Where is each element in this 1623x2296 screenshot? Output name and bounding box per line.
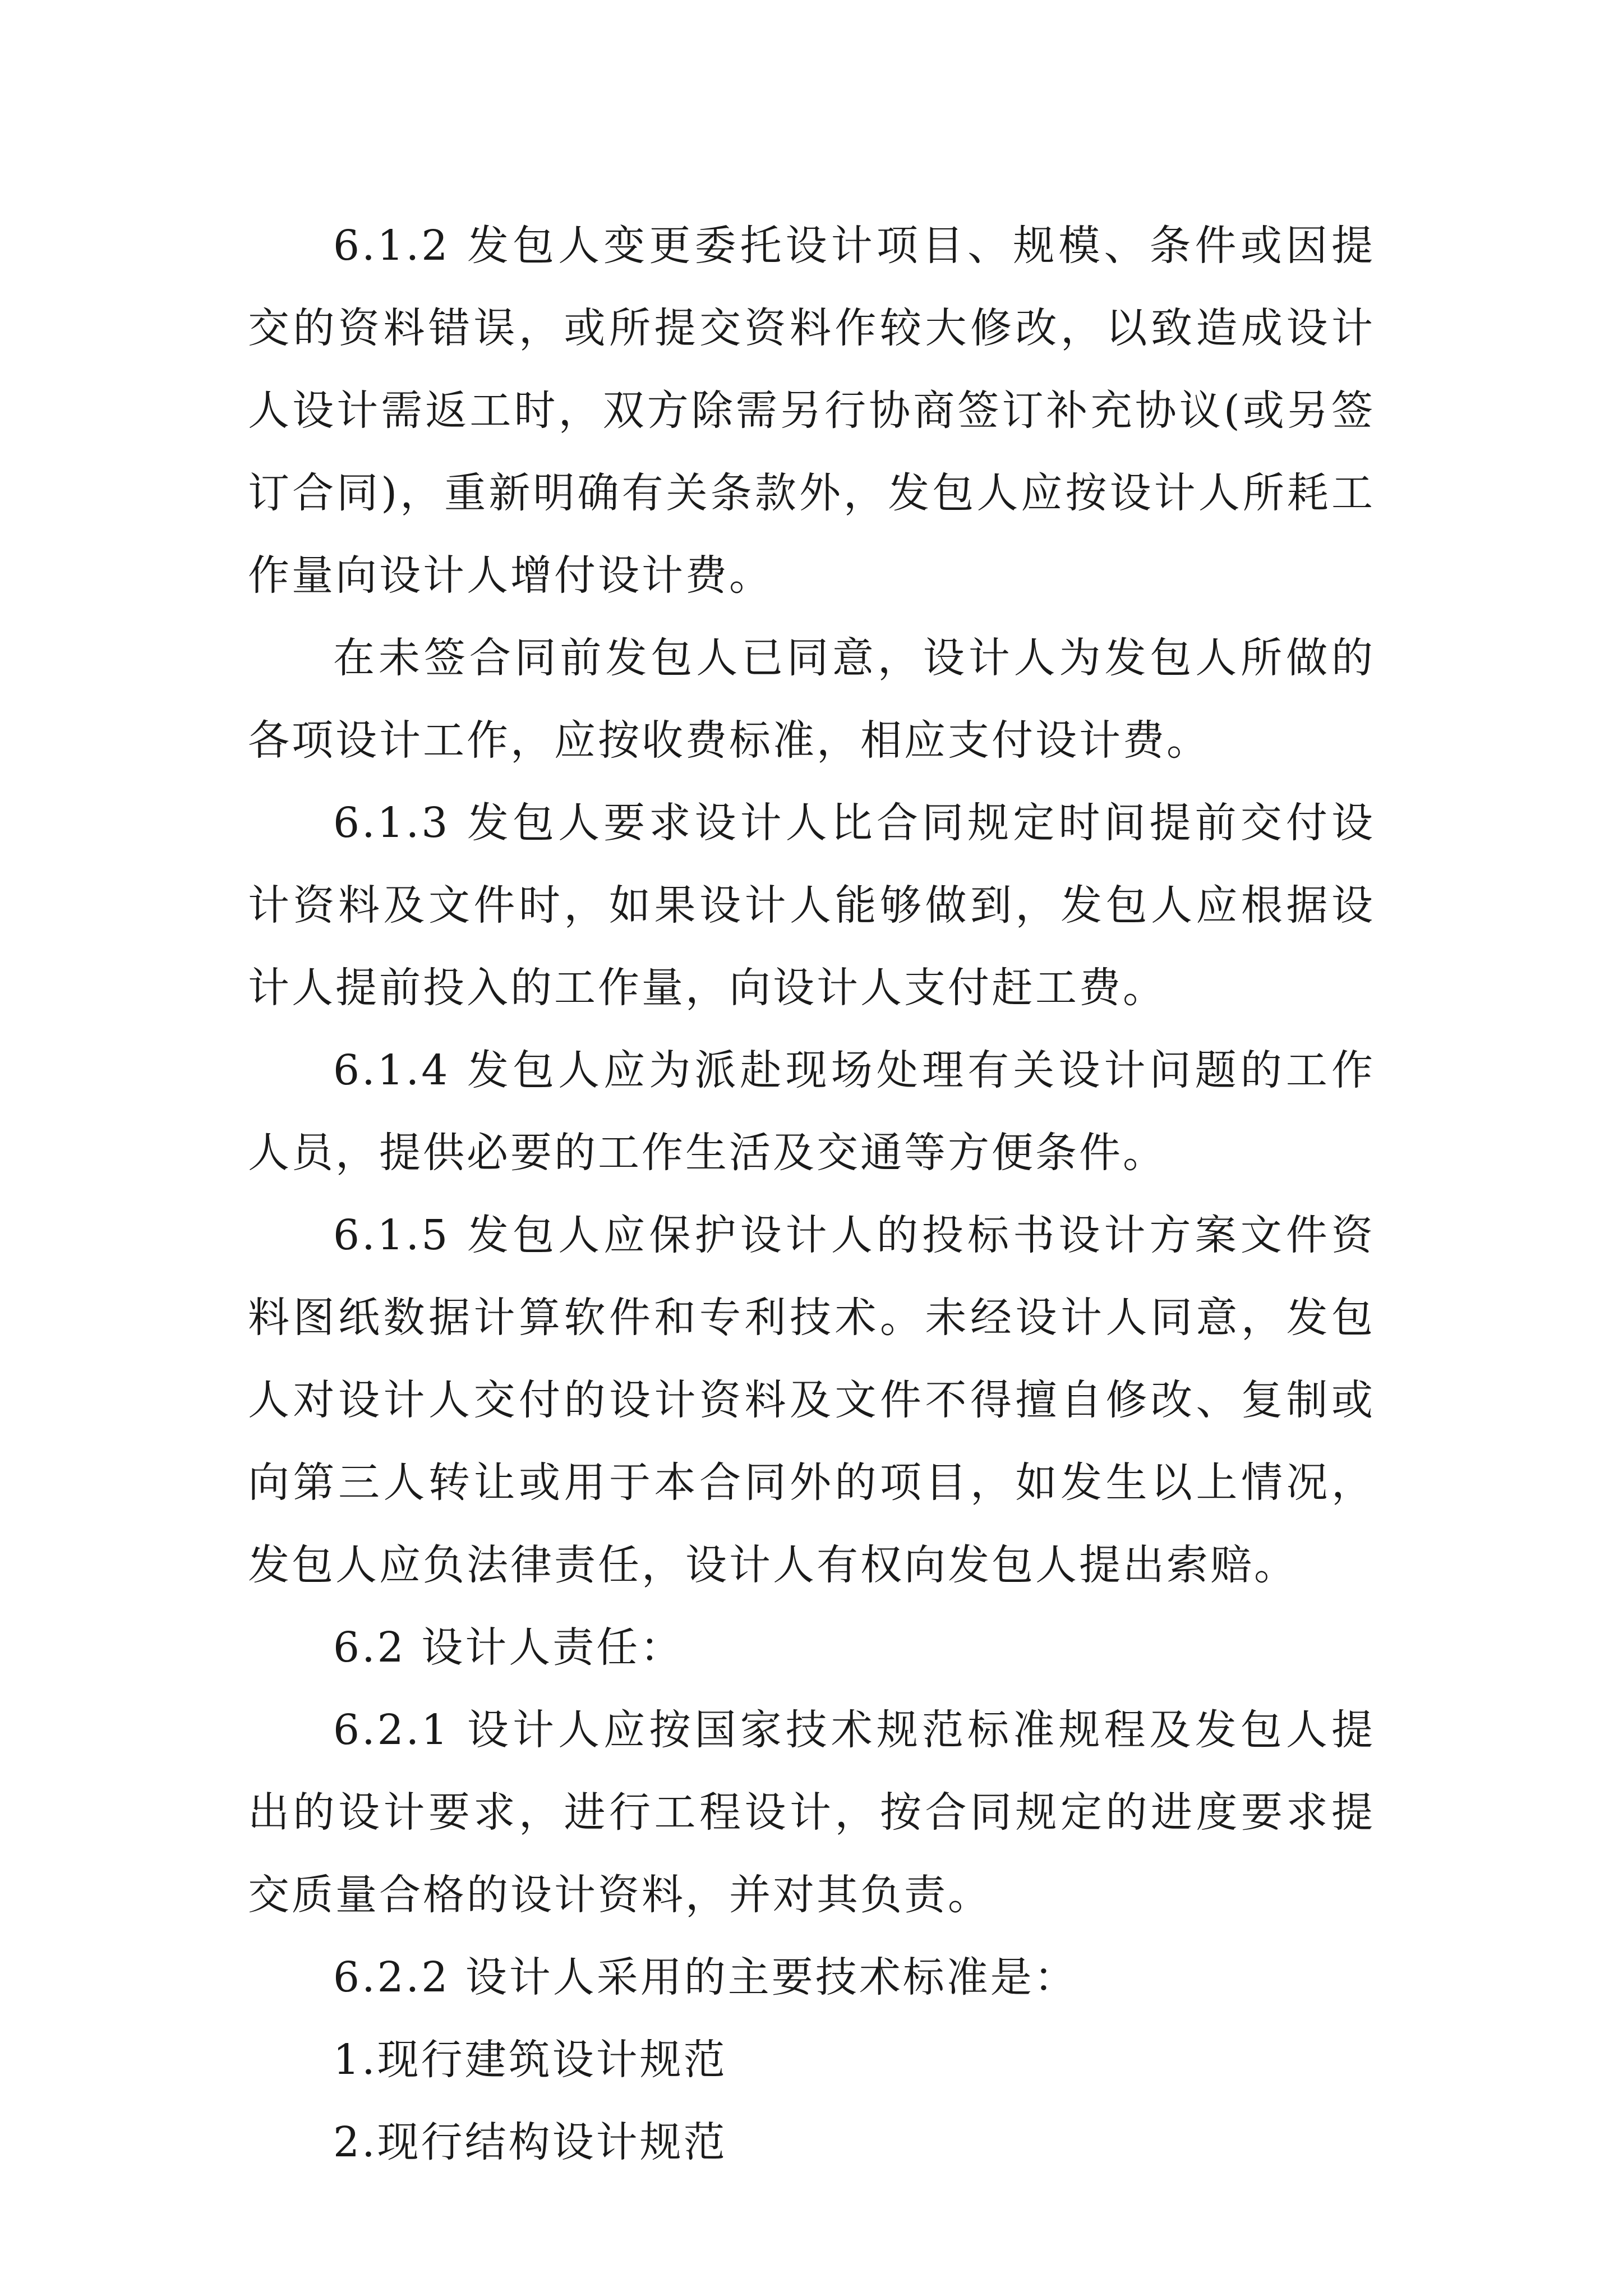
paragraph-6-1-3: 6.1.3 发包人要求设计人比合同规定时间提前交付设计资料及文件时，如果设计人能够做到，发包人应根据设计人提前投入的工作量，向设计人支付赶工费。	[248, 799, 1375, 1012]
paragraph-6-2-2: 6.2.2 设计人采用的主要技术标准是：	[333, 1953, 1078, 2001]
paragraph-6-1-4: 6.1.4 发包人应为派赴现场处理有关设计问题的工作人员，提供必要的工作生活及交通等方便条件。	[248, 1046, 1375, 1177]
paragraph-pre-contract-work: 在未签合同前发包人已同意，设计人为发包人所做的各项设计工作，应按收费标准，相应支付设计费。	[248, 634, 1375, 765]
document-body	[248, 205, 1375, 2184]
list-item-building-code: 1.现行建筑设计规范	[333, 2036, 727, 2084]
section-heading-6-2: 6.2 设计人责任：	[333, 1623, 684, 1672]
list-item-structural-code: 2.现行结构设计规范	[333, 2118, 727, 2166]
paragraph-6-1-2: 6.1.2 发包人变更委托设计项目、规模、条件或因提交的资料错误，或所提交资料作较大修改，以致造成设计人设计需返工时，双方除需另行协商签订补充协议(或另签订合同)，重新明确有关条款外，发包人应按设计人所耗工作量向设计人增付设计费。	[248, 222, 1375, 600]
paragraph-6-1-5: 6.1.5 发包人应保护设计人的投标书设计方案文件资料图纸数据计算软件和专利技术。未经设计人同意，发包人对设计人交付的设计资料及文件不得擅自修改、复制或向第三人转让或用于本合同外的项目，如发生以上情况，发包人应负法律责任，设计人有权向发包人提出索赔。	[248, 1211, 1375, 1589]
paragraph-6-2-1: 6.2.1 设计人应按国家技术规范标准规程及发包人提出的设计要求，进行工程设计，按合同规定的进度要求提交质量合格的设计资料，并对其负责。	[248, 1706, 1375, 1919]
